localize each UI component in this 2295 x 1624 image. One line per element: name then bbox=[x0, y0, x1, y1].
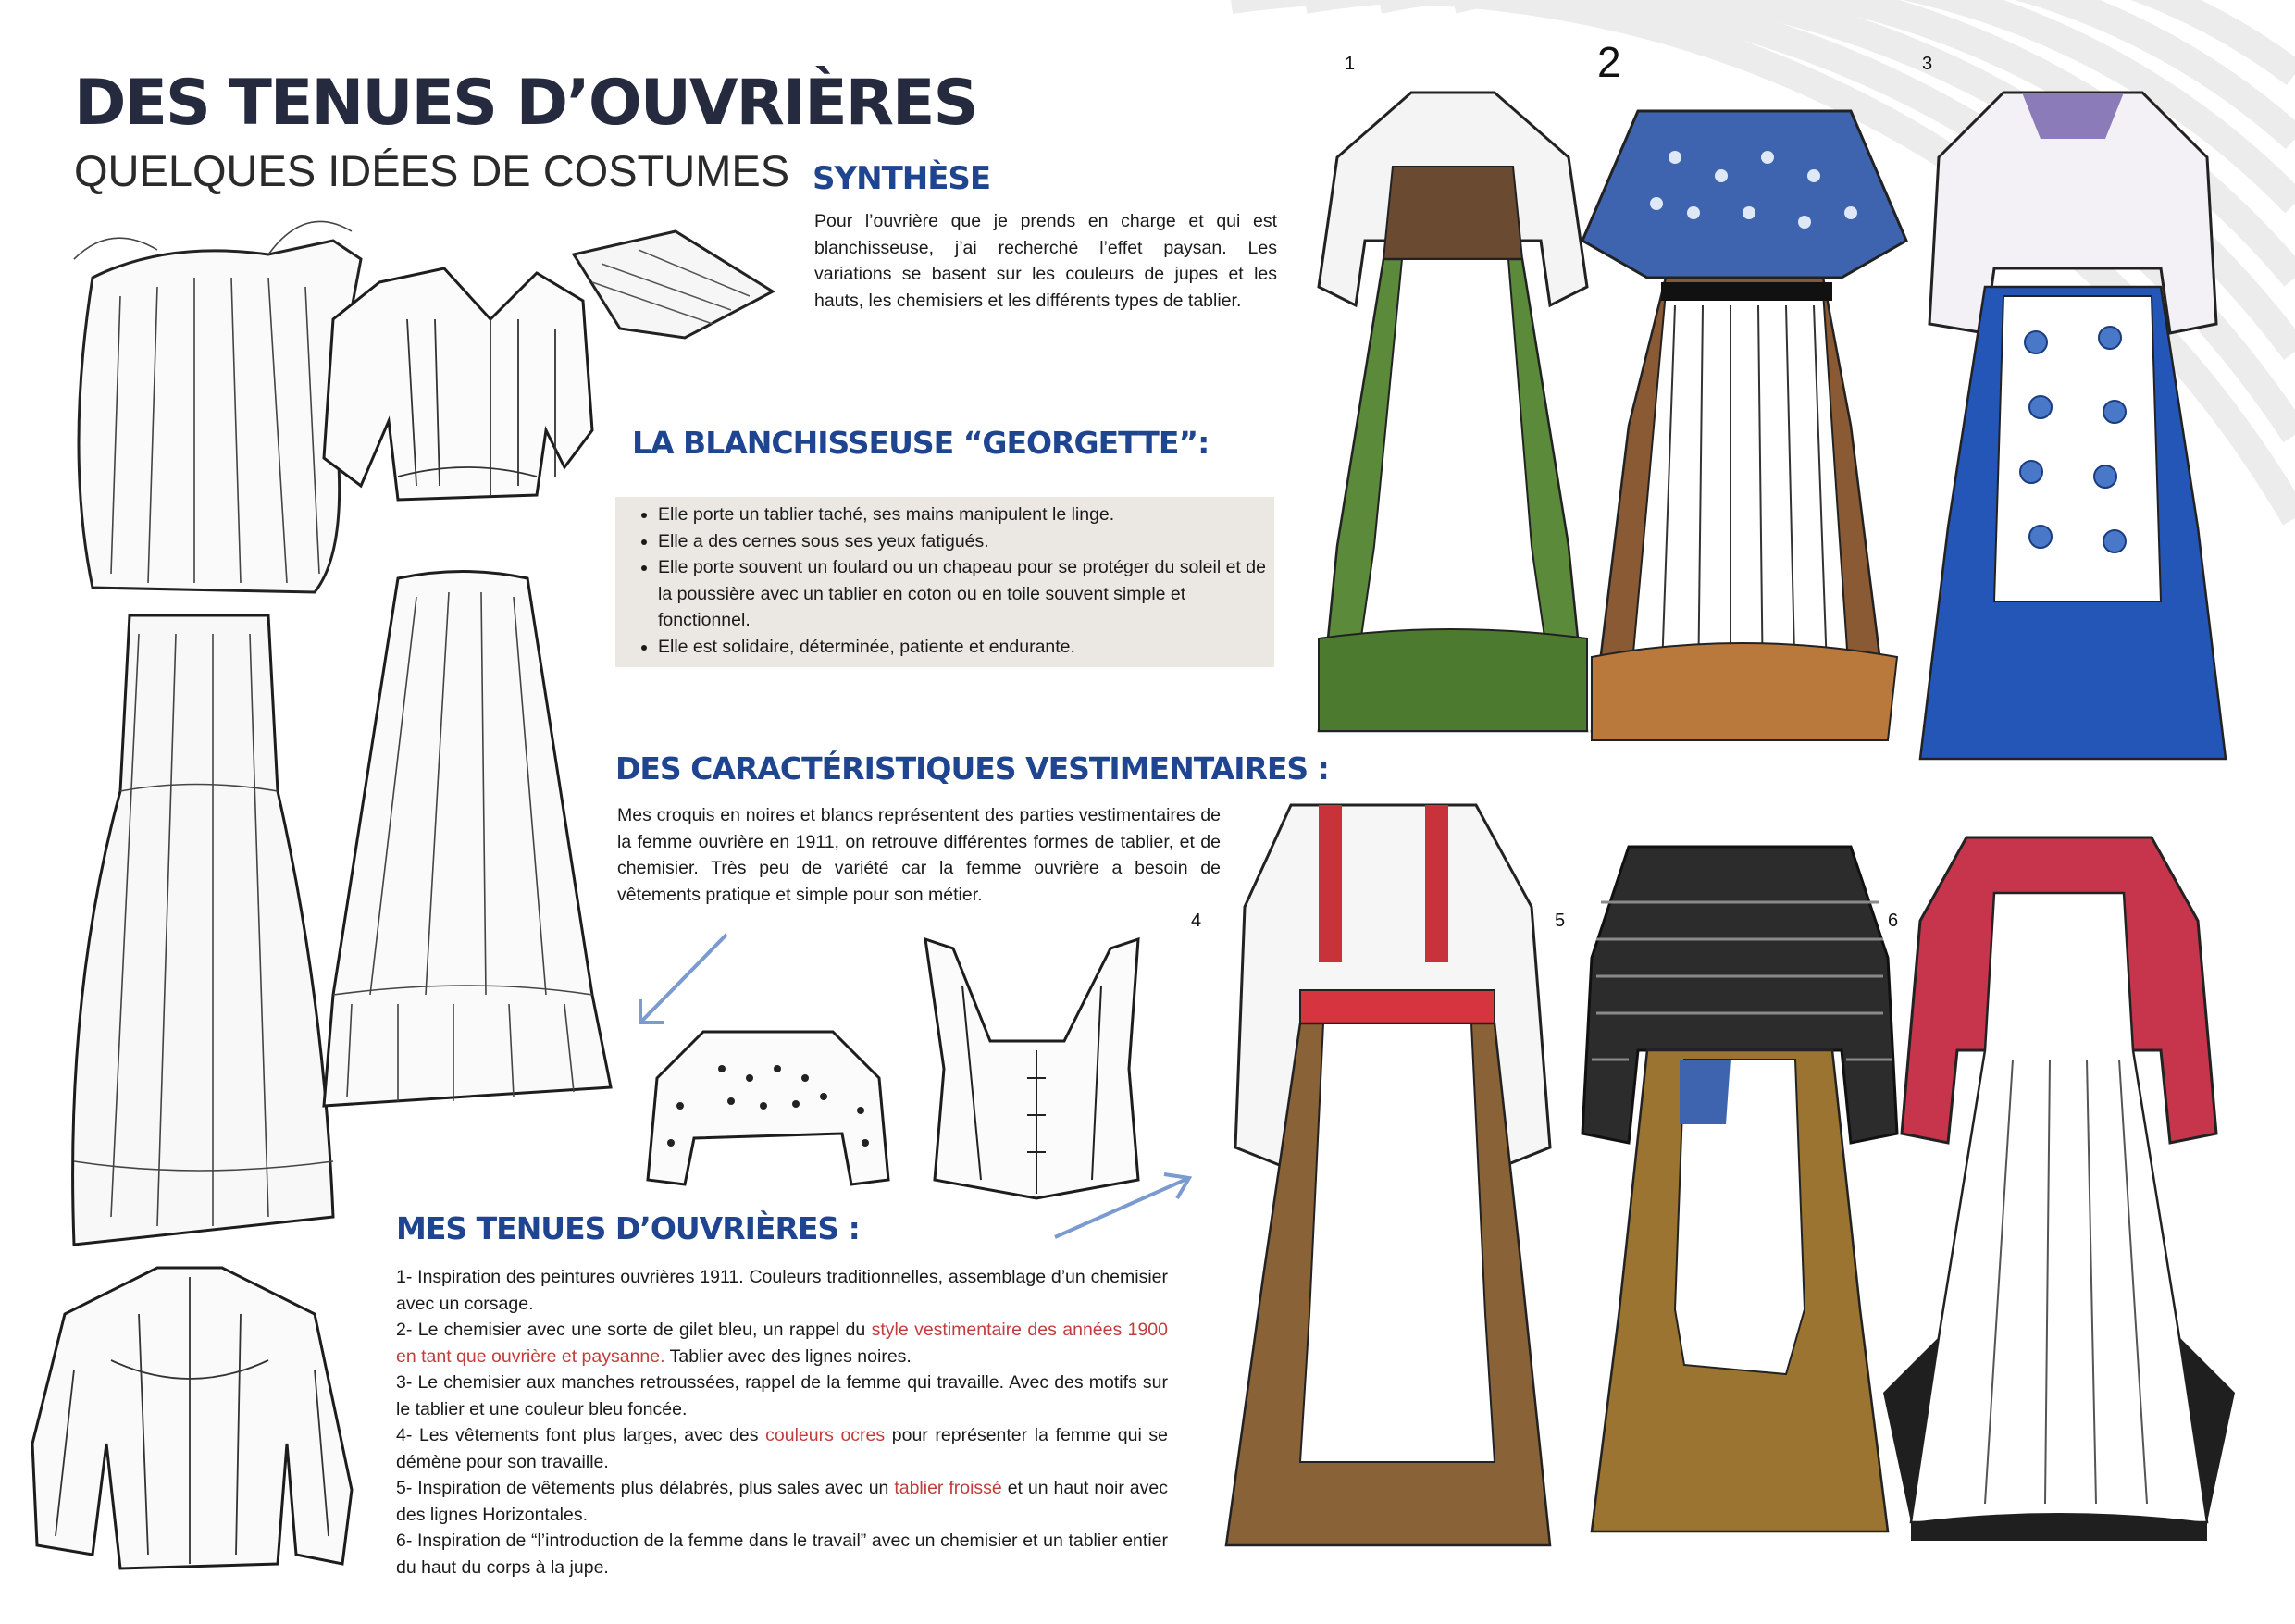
costume-figure-2 bbox=[1573, 56, 1916, 777]
tenue-4-text: 4- Les vêtements font plus larges, avec des couleurs ocres pour représenter la femme qui se démène pour son travaille. bbox=[396, 1425, 1168, 1472]
tenue-1-text: 1- Inspiration des peintures ouvrières 1911. Couleurs traditionnelles, assemblage d’un chemisier avec un corsage. bbox=[396, 1267, 1168, 1314]
figure-number-3: 3 bbox=[1922, 54, 1933, 74]
blanchisseuse-list bbox=[619, 502, 1276, 660]
sketch-cloth-top bbox=[564, 227, 787, 356]
arrow-down-left-icon bbox=[629, 930, 740, 1032]
figure-number-4: 4 bbox=[1191, 911, 1202, 931]
highlight-text: couleurs ocres bbox=[765, 1425, 886, 1445]
costume-figure-5 bbox=[1573, 828, 1906, 1559]
blanchisseuse-box bbox=[615, 497, 1274, 667]
page-title: DES TENUES D’OUVRIÈRES bbox=[74, 67, 977, 140]
figure-number-5: 5 bbox=[1555, 911, 1566, 931]
costume-figure-1 bbox=[1309, 65, 1596, 750]
highlight-text: tablier froissé bbox=[894, 1478, 1002, 1498]
sketch-skirt-middle bbox=[315, 569, 620, 1143]
tenues-heading: MES TENUES D’OUVRIÈRES : bbox=[396, 1210, 860, 1246]
sketch-apron-middle bbox=[56, 606, 333, 1272]
sketch-dotted-blouse bbox=[639, 1023, 898, 1198]
costume-figure-3 bbox=[1920, 83, 2226, 787]
tenue-2-text: 2- Le chemisier avec une sorte de gilet bleu, un rappel du style vestimentaire des années 1900 en tant que ouvrière et paysanne. Tablier avec des lignes noires. bbox=[396, 1320, 1168, 1367]
caracteristiques-heading: DES CARACTÉRISTIQUES VESTIMENTAIRES : bbox=[615, 750, 1329, 787]
tenues-text bbox=[396, 1264, 1168, 1581]
highlight-text: style vestimentaire des années 1900 en tant que ouvrière et paysanne. bbox=[396, 1320, 1168, 1367]
list-item: • Elle porte un tablier taché, ses mains manipulent le linge. bbox=[658, 502, 1276, 528]
list-item: • Elle porte souvent un foulard ou un chapeau pour se protéger du soleil et de la poussière avec un tablier en coton ou en toile souvent simple et fonctionnel. bbox=[658, 554, 1276, 634]
figure-number-6: 6 bbox=[1888, 911, 1899, 931]
tenue-3-text: 3- Le chemisier aux manches retroussées, rappel de la femme qui travaille. Avec des motifs sur le tablier et une couleur bleu foncée. bbox=[396, 1372, 1168, 1419]
list-item: • Elle est solidaire, déterminée, patiente et endurante. bbox=[658, 634, 1276, 661]
synthese-text: Pour l’ouvrière que je prends en charge et qui est blanchisseuse, j’ai recherché l’effet paysan. Les variations se basent sur les couleurs de jupes et les hauts, les chemisiers et les différents types de tablier. bbox=[814, 211, 1277, 311]
blanchisseuse-heading: LA BLANCHISSEUSE “GEORGETTE”: bbox=[632, 425, 1210, 461]
page-subtitle: QUELQUES IDÉES DE COSTUMES bbox=[74, 146, 790, 195]
sketch-blouse-top bbox=[305, 245, 602, 523]
costume-figure-4 bbox=[1217, 796, 1559, 1564]
figure-number-1: 1 bbox=[1345, 54, 1356, 74]
costume-figure-6 bbox=[1883, 819, 2235, 1550]
sketch-blouse-bottom bbox=[19, 1258, 370, 1582]
sketch-corset bbox=[916, 930, 1148, 1208]
tenue-5-text: 5- Inspiration de vêtements plus délabrés, plus sales avec un tablier froissé et un haut noir avec des lignes Horizontales. bbox=[396, 1478, 1168, 1525]
tenue-6-text: 6- Inspiration de “l’introduction de la femme dans le travail” avec un chemisier et un tablier entier du haut du corps à la jupe. bbox=[396, 1531, 1168, 1578]
synthese-heading: SYNTHÈSE bbox=[813, 160, 991, 197]
figure-number-2: 2 bbox=[1597, 38, 1621, 86]
caracteristiques-text: Mes croquis en noires et blancs représentent des parties vestimentaires de la femme ouvrière en 1911, on retrouve différentes formes de tablier, et de chemisier. Très peu de variété car la femme ouvrière a besoin de vêtements pratique et simple pour son métier. bbox=[617, 805, 1221, 905]
list-item: • Elle a des cernes sous ses yeux fatigués. bbox=[658, 528, 1276, 555]
